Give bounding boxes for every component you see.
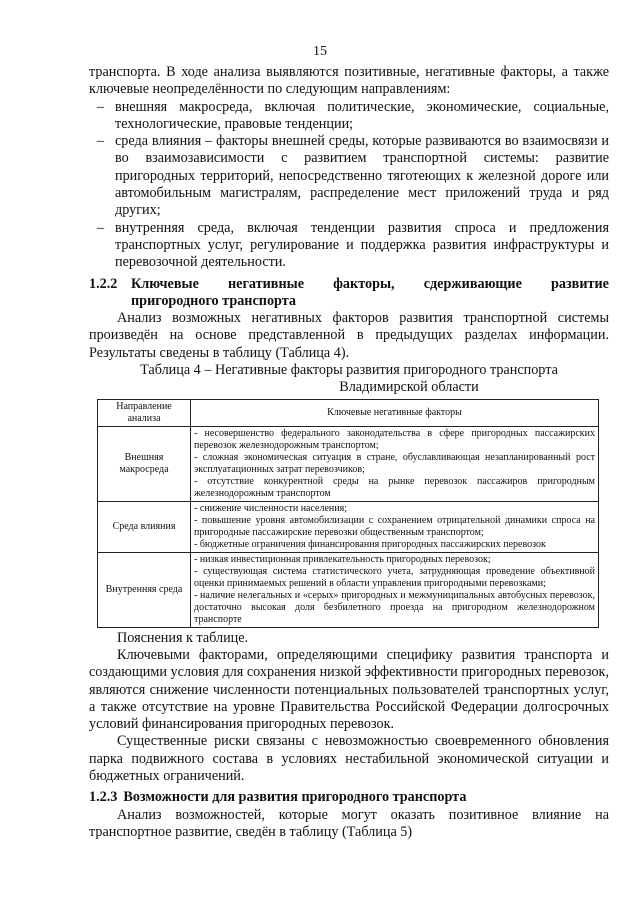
table-row — [98, 501, 599, 552]
list-item: – среда влияния – факторы внешней среды, которые развиваются во взаимосвязи и во взаимозависимости с развитием транспортной системы: развитие пригородных территорий, непосредственно тяготеющих к железной дороге или автомобильным магистралям, распределение мест приложений труда и ряд других; — [115, 133, 609, 219]
title-word: развитие — [550, 275, 609, 292]
table-row — [98, 426, 599, 501]
factor-item: - низкая инвестиционная привлекательность пригородных перевозок; — [194, 553, 491, 565]
factors-cell — [191, 552, 599, 627]
section-heading-1-2-2 — [89, 276, 609, 311]
section-paragraph: Анализ возможных негативных факторов развития транспортной системы произведён на основе представленной в предыдущих разделах информации. Результаты сведены в таблицу (Таблица 4). — [89, 310, 609, 361]
notes-paragraph: Существенные риски связаны с невозможностью своевременного обновления парка подвижного состава в условиях нестабильной экономической ситуации и бюджетных ограничений. — [89, 733, 609, 785]
section-title-line2: пригородного транспорта — [131, 292, 296, 309]
table-header-row — [98, 399, 599, 426]
factors-cell — [191, 426, 599, 501]
notes-title: Пояснения к таблице. — [117, 629, 249, 646]
factor-item: - сложная экономическая ситуация в стране, обуславливающая незапланированный рост эксплуатационных затрат перевозчиков; — [194, 451, 595, 475]
page-content — [89, 64, 609, 841]
title-word: негативные — [228, 275, 304, 292]
intro-paragraph: транспорта. В ходе анализа выявляются позитивные, негативные факторы, а также ключевые неопределённости по следующим направлениям: — [89, 64, 609, 98]
negative-factors-table — [97, 399, 599, 628]
notes-paragraph: Ключевыми факторами, определяющими специфику развития транспорта и создающими условия для сохранения низкой эффективности пригородных перевозок, являются снижение численности потенциальных пользователей транспортных услуг, а также отсутствие на уровне Правительства Российской Федерации долгосрочных условий финансирования пригородных перевозок. — [89, 646, 609, 733]
table-row — [98, 552, 599, 627]
factor-item: - отсутствие конкурентной среды на рынке перевозок пассажиров пригородным железнодорожным транспортом — [194, 475, 595, 499]
section-number: 1.2.2 — [89, 275, 118, 292]
section-number: 1.2.3 — [89, 789, 118, 806]
title-word: факторы, — [333, 275, 395, 292]
table-caption-region: Владимирской области — [339, 379, 479, 396]
factor-item: - снижение численности населения; — [194, 502, 347, 514]
factor-item: - наличие нелегальных и «серых» пригородных и межмуниципальных автобусных перевозок, достаточно высокая доля безбилетного проезда на пригородном железнодорожном транспорте — [194, 589, 595, 625]
factor-item: - существующая система статистического учета, затрудняющая проведение объективной оценки принимаемых решений в области управления пригородными перевозками; — [194, 565, 595, 589]
section-paragraph: Анализ возможностей, которые могут оказать позитивное влияние на транспортное развитие, сведён в таблицу (Таблица 5) — [89, 806, 609, 840]
section-title — [131, 276, 609, 311]
directions-list — [89, 99, 609, 272]
factors-cell — [191, 501, 599, 552]
direction-cell: Внешняя макросреда — [98, 426, 191, 501]
factor-item: - бюджетные ограничения финансирования пригородных пассажирских перевозок — [194, 538, 546, 550]
page-number: 15 — [313, 44, 327, 59]
factor-item: - несовершенство федерального законодательства в сфере пригородных пассажирских перевозок железнодорожным транспортом; — [194, 427, 595, 451]
column-header: Ключевые негативные факторы — [191, 399, 599, 426]
column-header: Направление анализа — [98, 399, 191, 426]
direction-cell: Среда влияния — [98, 501, 191, 552]
direction-cell: Внутренняя среда — [98, 552, 191, 627]
title-word: сдерживающие — [423, 275, 522, 292]
title-word: Ключевые — [131, 275, 199, 292]
section-title-line1 — [131, 276, 609, 293]
section-heading-1-2-3 — [89, 789, 609, 806]
table-caption: Таблица 4 – Негативные факторы развития пригородного транспорта — [140, 362, 558, 379]
list-item: – внутренняя среда, включая тенденции развития спроса и предложения транспортных услуг, регулирование и поддержка развития инфраструктуры и перевозочной деятельности. — [115, 220, 609, 272]
section-title: Возможности для развития пригородного транспорта — [123, 789, 467, 806]
list-item: – внешняя макросреда, включая политические, экономические, социальные, технологические, правовые тенденции; — [115, 99, 609, 134]
factor-item: - повышение уровня автомобилизации с сохранением отрицательной динамики спроса на пригородные пассажирские перевозки общественным транспортом; — [194, 514, 595, 538]
